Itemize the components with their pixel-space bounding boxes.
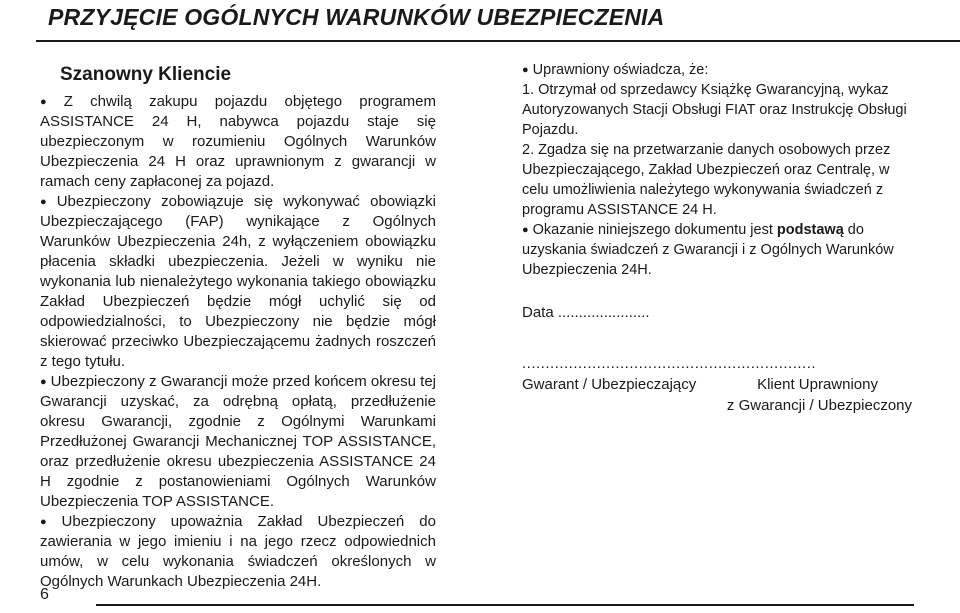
basis-text-bold: podstawą: [776, 222, 844, 238]
basis-text-before: Okazanie niniejszego dokumentu jest: [532, 222, 777, 238]
title-rule: [36, 40, 960, 42]
page-title: PRZYJĘCIE OGÓLNYCH WARUNKÓW UBEZPIECZENIA: [48, 4, 665, 30]
bullet-icon: ●: [522, 64, 529, 76]
paragraph-4: [40, 512, 436, 592]
declaration-intro-text: Uprawniony oświadcza, że:: [532, 62, 709, 78]
bullet-icon: ●: [522, 224, 529, 236]
basis-paragraph: [522, 220, 918, 280]
paragraph-4-text: Ubezpieczony upoważnia Zakład Ubezpieczeń do zawierania w jego imieniu i na jego rzecz odpowiednich umów, w celu wykonania świadczeń określonych w Ogólnych Warunkach Ubezpieczenia 24H.: [40, 513, 436, 590]
signature-right-label: Klient Uprawniony: [757, 376, 878, 393]
left-column: [40, 60, 436, 592]
bullet-icon: ●: [40, 516, 58, 528]
paragraph-2-text: Ubezpieczony zobowiązuje się wykonywać obowiązki Ubezpieczającego (FAP) wynikające z Ogólnych Warunków Ubezpieczenia 24h, z wyłączeniem obowiązku płacenia składki ubezpieczenia. Jeżeli w wyniku nie wykonania lub nienależytego wykonania takiego obowiązku Zakład Ubezpieczeń będzie mógł uchylić się od odpowiedzialności, to Ubezpieczony nie będzie mógł skierować przeciwko Ubezpieczającemu żadnych roszczeń z tego tytułu.: [40, 193, 436, 370]
page-number: 6: [40, 586, 49, 603]
bullet-icon: ●: [40, 376, 47, 388]
basis-text-after: do uzyskania świadczeń z Gwarancji i z Ogólnych Warunków Ubezpieczenia 24H.: [522, 222, 894, 278]
paragraph-3: [40, 372, 436, 512]
salutation-heading: Szanowny Kliencie: [60, 64, 232, 85]
paragraph-1-text: Z chwilą zakupu pojazdu objętego programem ASSISTANCE 24 H, nabywca pojazdu staje się ubezpieczonym w rozumieniu Ogólnych Warunków Ubezpieczenia 24 H oraz uprawnionym z gwarancji w ramach ceny zapłaconej za pojazd.: [40, 93, 436, 190]
bullet-icon: ●: [40, 196, 53, 208]
date-field: Data ......................: [522, 304, 650, 321]
declaration-intro: [522, 60, 918, 80]
signature-right-label-2: z Gwarancji / Ubezpieczony: [726, 397, 912, 414]
signature-labels: [522, 376, 912, 393]
right-column: [522, 60, 918, 414]
bullet-icon: ●: [40, 96, 60, 108]
footer-rule: [96, 604, 914, 606]
declaration-item-1: 1. Otrzymał od sprzedawcy Książkę Gwarancyjną, wykaz Autoryzowanych Stacji Obsługi FIAT oraz Instrukcję Obsługi Pojazdu.: [522, 82, 907, 138]
paragraph-1: [40, 92, 436, 192]
signature-line: ...............................................................: [522, 355, 817, 372]
paragraph-2: [40, 192, 436, 372]
signature-left-label: Gwarant / Ubezpieczający: [522, 376, 697, 393]
paragraph-3-text: Ubezpieczony z Gwarancji może przed końcem okresu tej Gwarancji uzyskać, za odrębną opłatą, przedłużenie okresu Gwarancji, zgodnie z Ogólnymi Warunkami Przedłużonej Gwarancji Mechanicznej TOP ASSISTANCE, oraz przedłużenie okresu ubezpieczenia ASSISTANCE 24 H zgodnie z postanowieniami Ogólnych Warunków Ubezpieczenia TOP ASSISTANCE.: [40, 373, 436, 510]
declaration-item-2: 2. Zgadza się na przetwarzanie danych osobowych przez Ubezpieczającego, Zakład Ubezpieczeń oraz Centralę, w celu umożliwienia należytego wykonywania świadczeń z programu ASSISTANCE 24 H.: [522, 142, 891, 218]
